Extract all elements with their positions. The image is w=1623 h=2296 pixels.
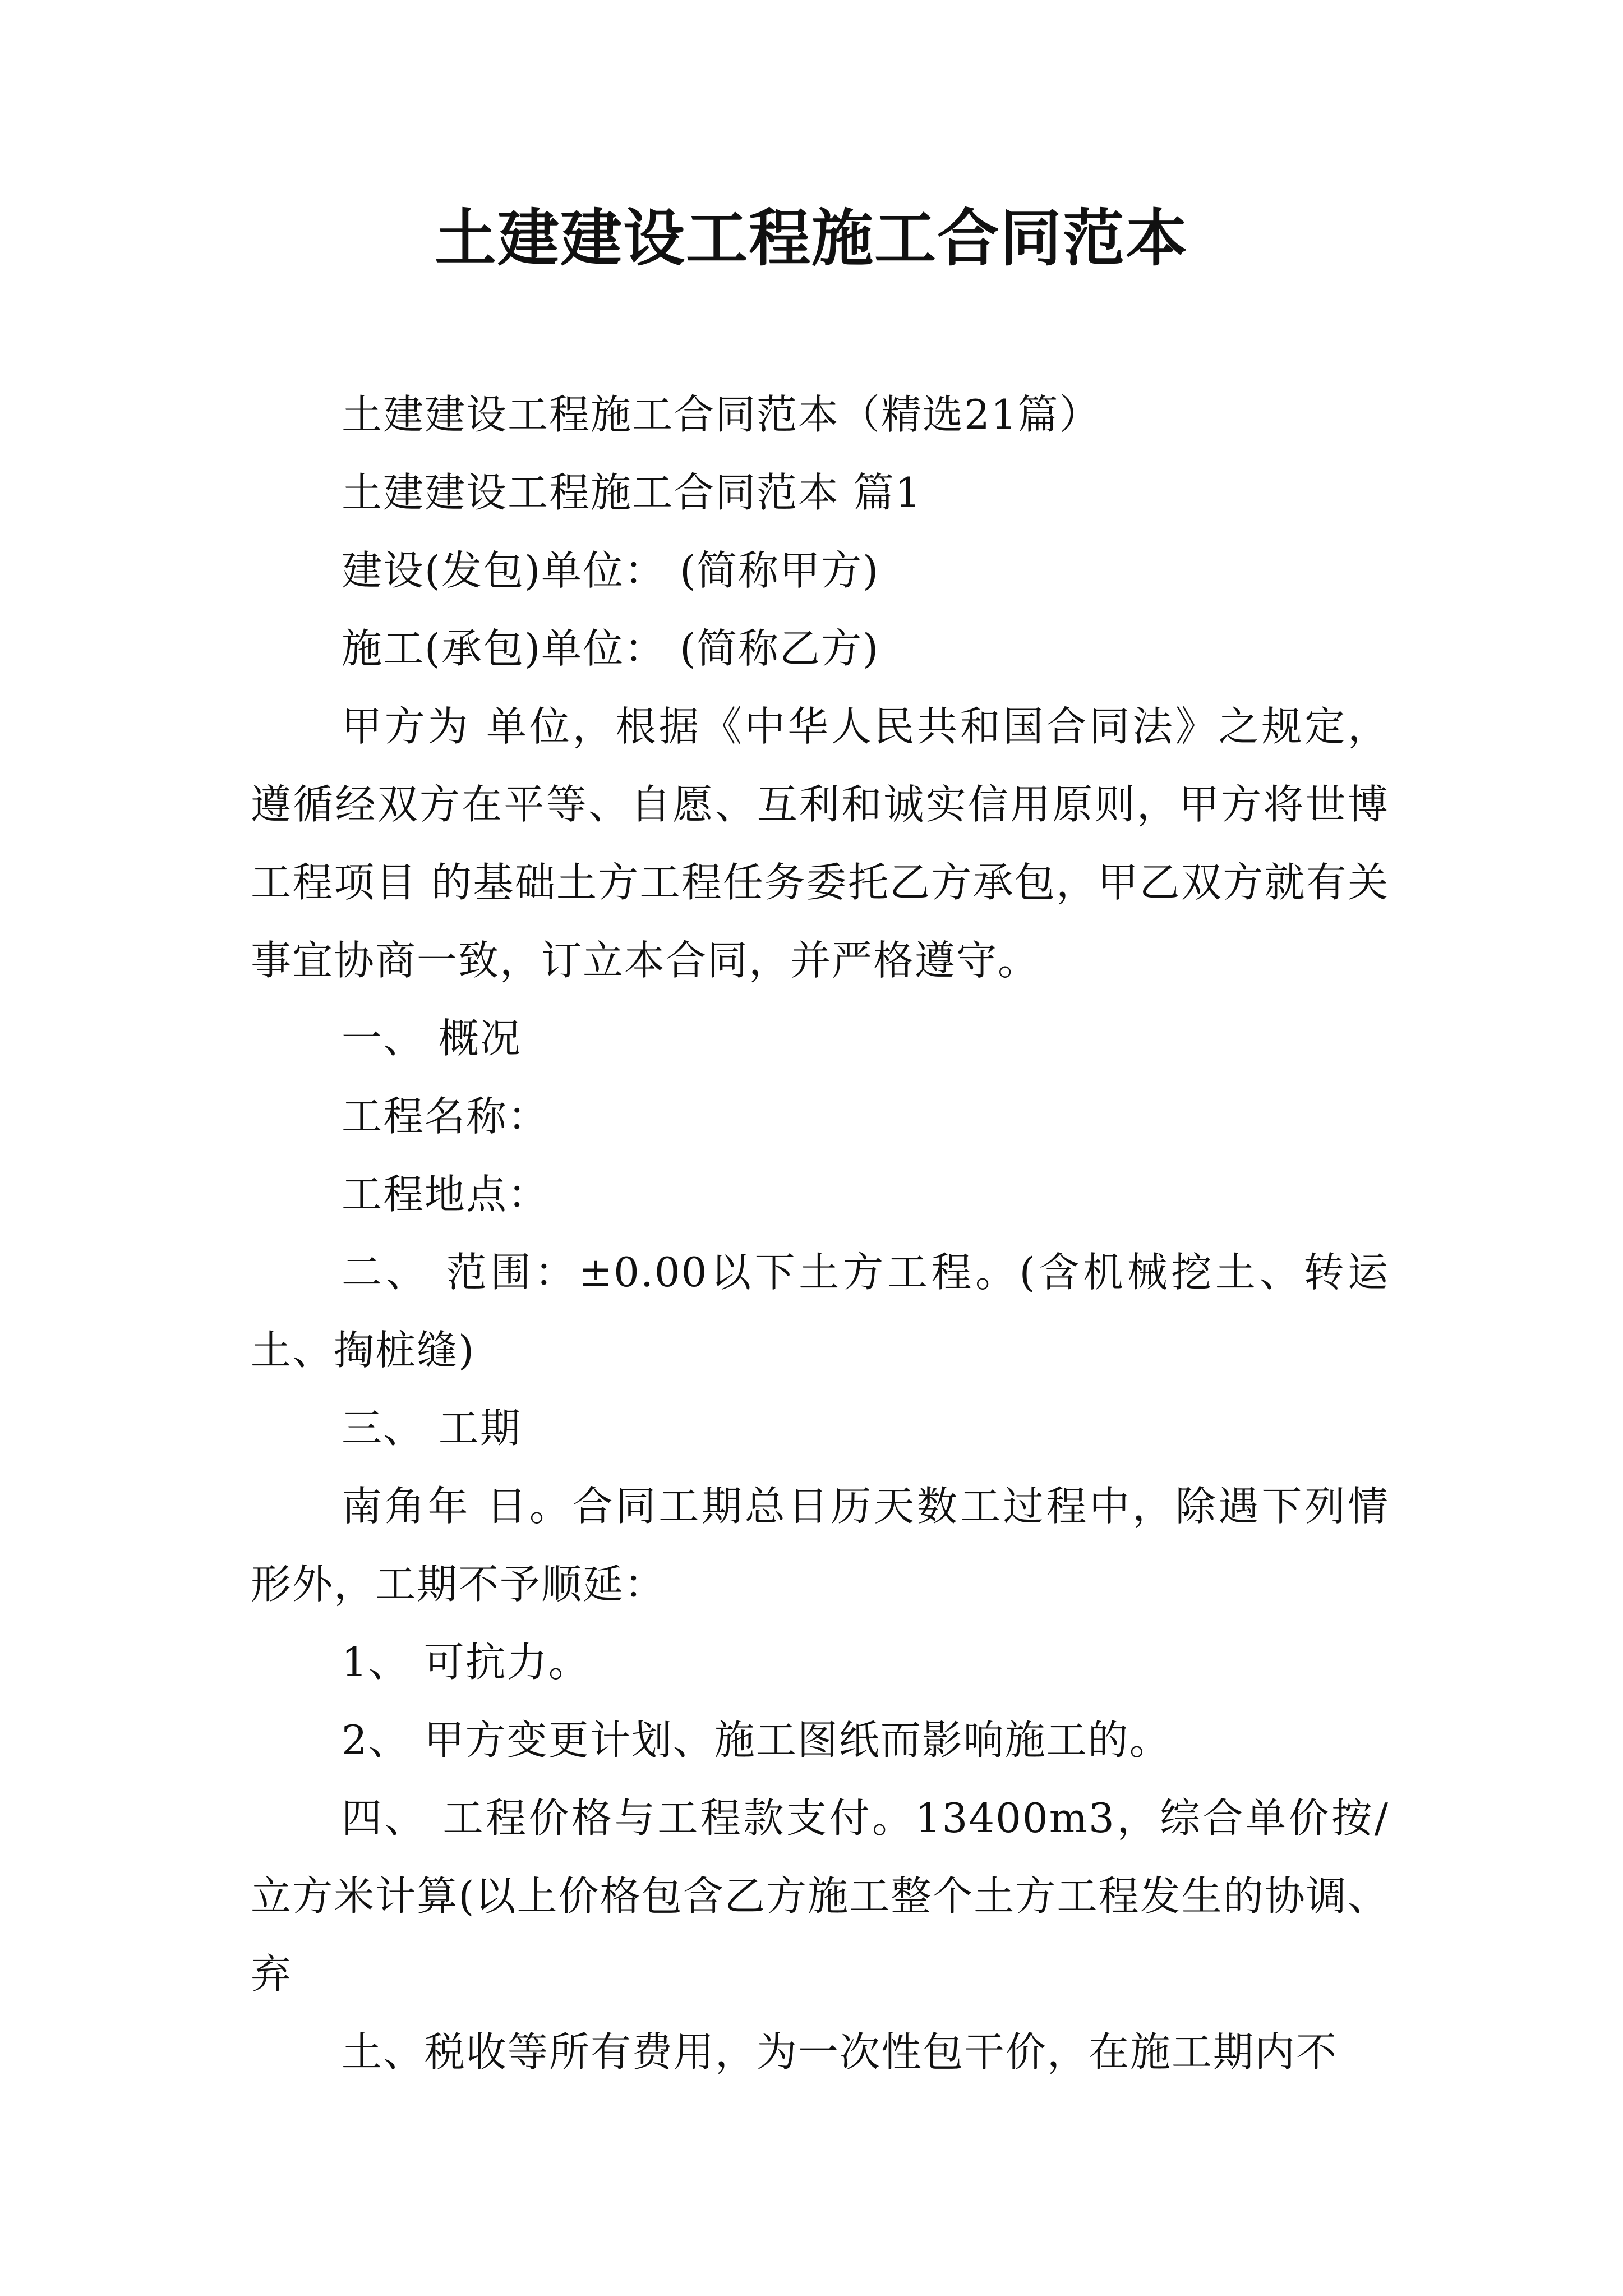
section-heading: 土建建设工程施工合同范本 篇1: [342, 469, 922, 516]
list-item: 2、 甲方变更计划、施工图纸而影响施工的。: [342, 1717, 1171, 1764]
duration-paragraph: 南角年 日。合同工期总日历天数工过程中，除遇下列情形外，工期不予顺延：: [251, 1483, 1389, 1608]
scope-paragraph: 二、 范围：±0.00以下土方工程。(含机械挖土、转运土、掏桩缝): [251, 1249, 1389, 1374]
preamble-paragraph: 甲方为 单位，根据《中华人民共和国合同法》之规定，遵循经双方在平等、自愿、互利和诚实信用原则，甲方将世博工程项目 的基础土方工程任务委托乙方承包，甲乙双方就有关事宜协商一致，订立本合同，并严格遵守。: [251, 703, 1389, 984]
party-b-line: 施工(承包)单位： (简称乙方): [342, 625, 880, 672]
clause-heading-overview: 一、 概况: [342, 1015, 522, 1062]
price-paragraph: 四、 工程价格与工程款支付。13400m3，综合单价按/立方米计算(以上价格包含乙方施工整个土方工程发生的协调、弃: [251, 1795, 1389, 1998]
price-continuation-paragraph: 土、税收等所有费用，为一次性包干价，在施工期内不: [342, 2028, 1338, 2076]
document-title: 土建建设工程施工合同范本: [435, 202, 1188, 274]
clause-heading-duration: 三、 工期: [342, 1405, 522, 1452]
project-location-line: 工程地点：: [342, 1171, 550, 1218]
project-name-line: 工程名称：: [342, 1093, 550, 1140]
party-a-line: 建设(发包)单位： (简称甲方): [342, 547, 880, 594]
document-body: [251, 376, 1389, 2091]
subtitle-paragraph: 土建建设工程施工合同范本（精选21篇）: [342, 391, 1101, 438]
list-item: 1、 可抗力。: [342, 1639, 590, 1686]
